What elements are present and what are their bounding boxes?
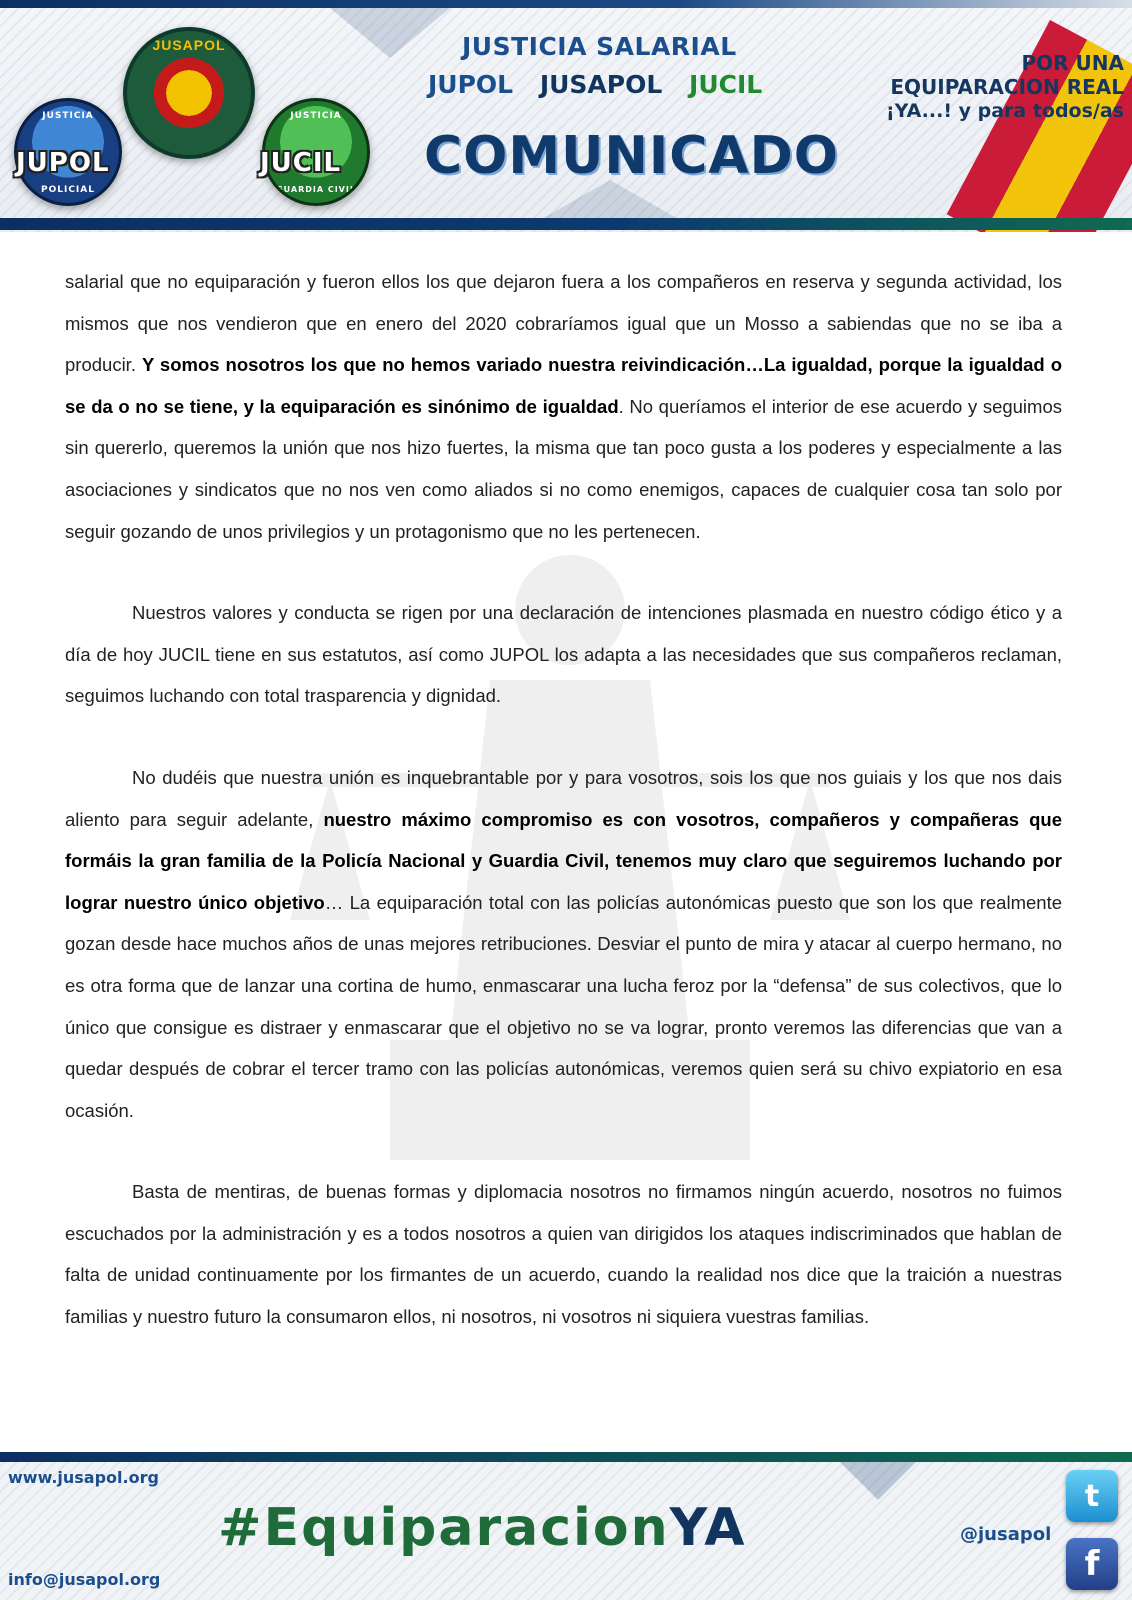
paragraph: Nuestros valores y conducta se rigen por una declaración de intenciones plasmada en nuestro código ético y a día de hoy JUCIL tiene en sus estatutos, así como JUPOL los adapta a las necesidades que sus compañeros reclaman, seguimos luchando con total trasparencia y dignidad. — [65, 602, 1062, 707]
slogan-line: EQUIPARACION REAL — [890, 75, 1124, 99]
jucil-badge-bottom-text: GUARDIA CIVIL — [276, 185, 356, 194]
paragraph-emphasis: nuestro máximo compromiso es con vosotros, compañeros y compañeras que formáis la gran familia de la Policía Nacional y Guardia Civil, tenemos muy claro que seguiremos luchando por lograr nuestro único objetivo — [65, 808, 1062, 913]
email-link[interactable]: info@jusapol.org — [8, 1570, 161, 1589]
paragraph — [65, 261, 1062, 552]
jupol-badge-bottom-text: POLICIAL — [41, 185, 95, 195]
group-jusapol: JUSAPOL — [539, 70, 663, 99]
jucil-badge-top-text: JUSTICIA — [290, 111, 342, 121]
twitter-handle[interactable]: @jusapol — [960, 1524, 1052, 1545]
header-groups — [428, 70, 762, 99]
twitter-icon[interactable]: t — [1066, 1470, 1118, 1522]
jucil-logo-text: JUCIL — [260, 148, 342, 178]
facebook-icon[interactable]: f — [1066, 1538, 1118, 1590]
website-link[interactable]: www.jusapol.org — [8, 1468, 159, 1487]
paragraph-text: . No queríamos el interior de ese acuerdo y seguimos sin quererlo, queremos la unión que nos hizo fuertes, la misma que tan poco gusta a los poderes y especialmente a las asociaciones y sindicatos que no nos ven como aliados si no como enemigos, capaces de cualquier cosa tan solo por seguir gozando de unos privilegios y un protagonismo que no les pertenecen. — [65, 395, 1062, 542]
paragraph — [65, 757, 1062, 1131]
group-jupol: JUPOL — [428, 70, 514, 99]
footer-top-stripe — [0, 1452, 1132, 1462]
paragraph-emphasis: Y somos nosotros los que no hemos variado nuestra reivindicación…La igualdad, porque la igualdad o se da o no se tiene, y la equiparación es sinónimo de igualdad — [65, 354, 1062, 417]
jupol-badge-top-text: JUSTICIA — [42, 111, 94, 121]
jupol-logo-text: JUPOL — [16, 148, 110, 178]
document-footer — [0, 1452, 1132, 1600]
paragraph: Basta de mentiras, de buenas formas y diplomacia nosotros no firmamos ningún acuerdo, nosotros no fuimos escuchados por la administración y es a todos nosotros a quien van dirigidos los ataques indiscriminados que hablan de falta de unidad continuamente por los firmantes de un acuerdo, cuando la realidad nos dice que la traición a nuestras familias y nuestro futuro la consumaron ellos, ni nosotros, ni vosotros ni siquiera vuestras familias. — [65, 1181, 1062, 1328]
slogan-line: ¡YA...! y para todos/as — [886, 100, 1124, 122]
hashtag-ya: YA — [669, 1498, 747, 1558]
hashtag-main: #Equiparacion — [218, 1498, 670, 1558]
header-top-stripe — [0, 0, 1132, 8]
page-title: COMUNICADO — [424, 126, 839, 186]
group-jucil: JUCIL — [689, 70, 763, 99]
header-slogan — [834, 52, 1124, 122]
decorative-chevron — [840, 1462, 916, 1500]
campaign-hashtag — [218, 1498, 747, 1558]
slogan-line: POR UNA — [1021, 51, 1124, 75]
paragraph-text: … La equiparación total con las policías autonómicas puesto que son los que realmente gozan desde hace muchos años de unas mejores retribuciones. Desviar el punto de mira y atacar al cuerpo hermano, no es otra forma que de lanzar una cortina de humo, enmascarar una lucha feroz por la “defensa” de sus colectivos, que lo único que consigue es distraer y enmascarar que el objetivo no se va lograr, pronto veremos las diferencias que van a quedar después de cobrar el tercer tramo con las policías autonómicas, veremos quien será su chivo expiatorio en esa ocasión. — [65, 891, 1062, 1121]
decorative-chevron — [540, 180, 680, 220]
header-subtitle: JUSTICIA SALARIAL — [462, 32, 737, 61]
jusapol-logo-badge — [123, 27, 255, 159]
header-bottom-stripe — [0, 218, 1132, 230]
jusapol-badge-label: JUSAPOL — [152, 37, 226, 53]
document-header — [0, 0, 1132, 232]
decorative-chevron — [330, 8, 450, 58]
communique-body — [65, 261, 1062, 1378]
paragraph-text: salarial que no equiparación y fueron ellos los que dejaron fuera a los compañeros en reserva y segunda actividad, los mismos que nos vendieron que en enero del 2020 cobraríamos igual que un Mosso a sabiendas que no se iba a producir. — [65, 271, 1062, 376]
paragraph-text: No dudéis que nuestra unión es inquebrantable por y para vosotros, sois los que nos guiais y los que nos dais aliento para seguir adelante, — [65, 766, 1062, 830]
